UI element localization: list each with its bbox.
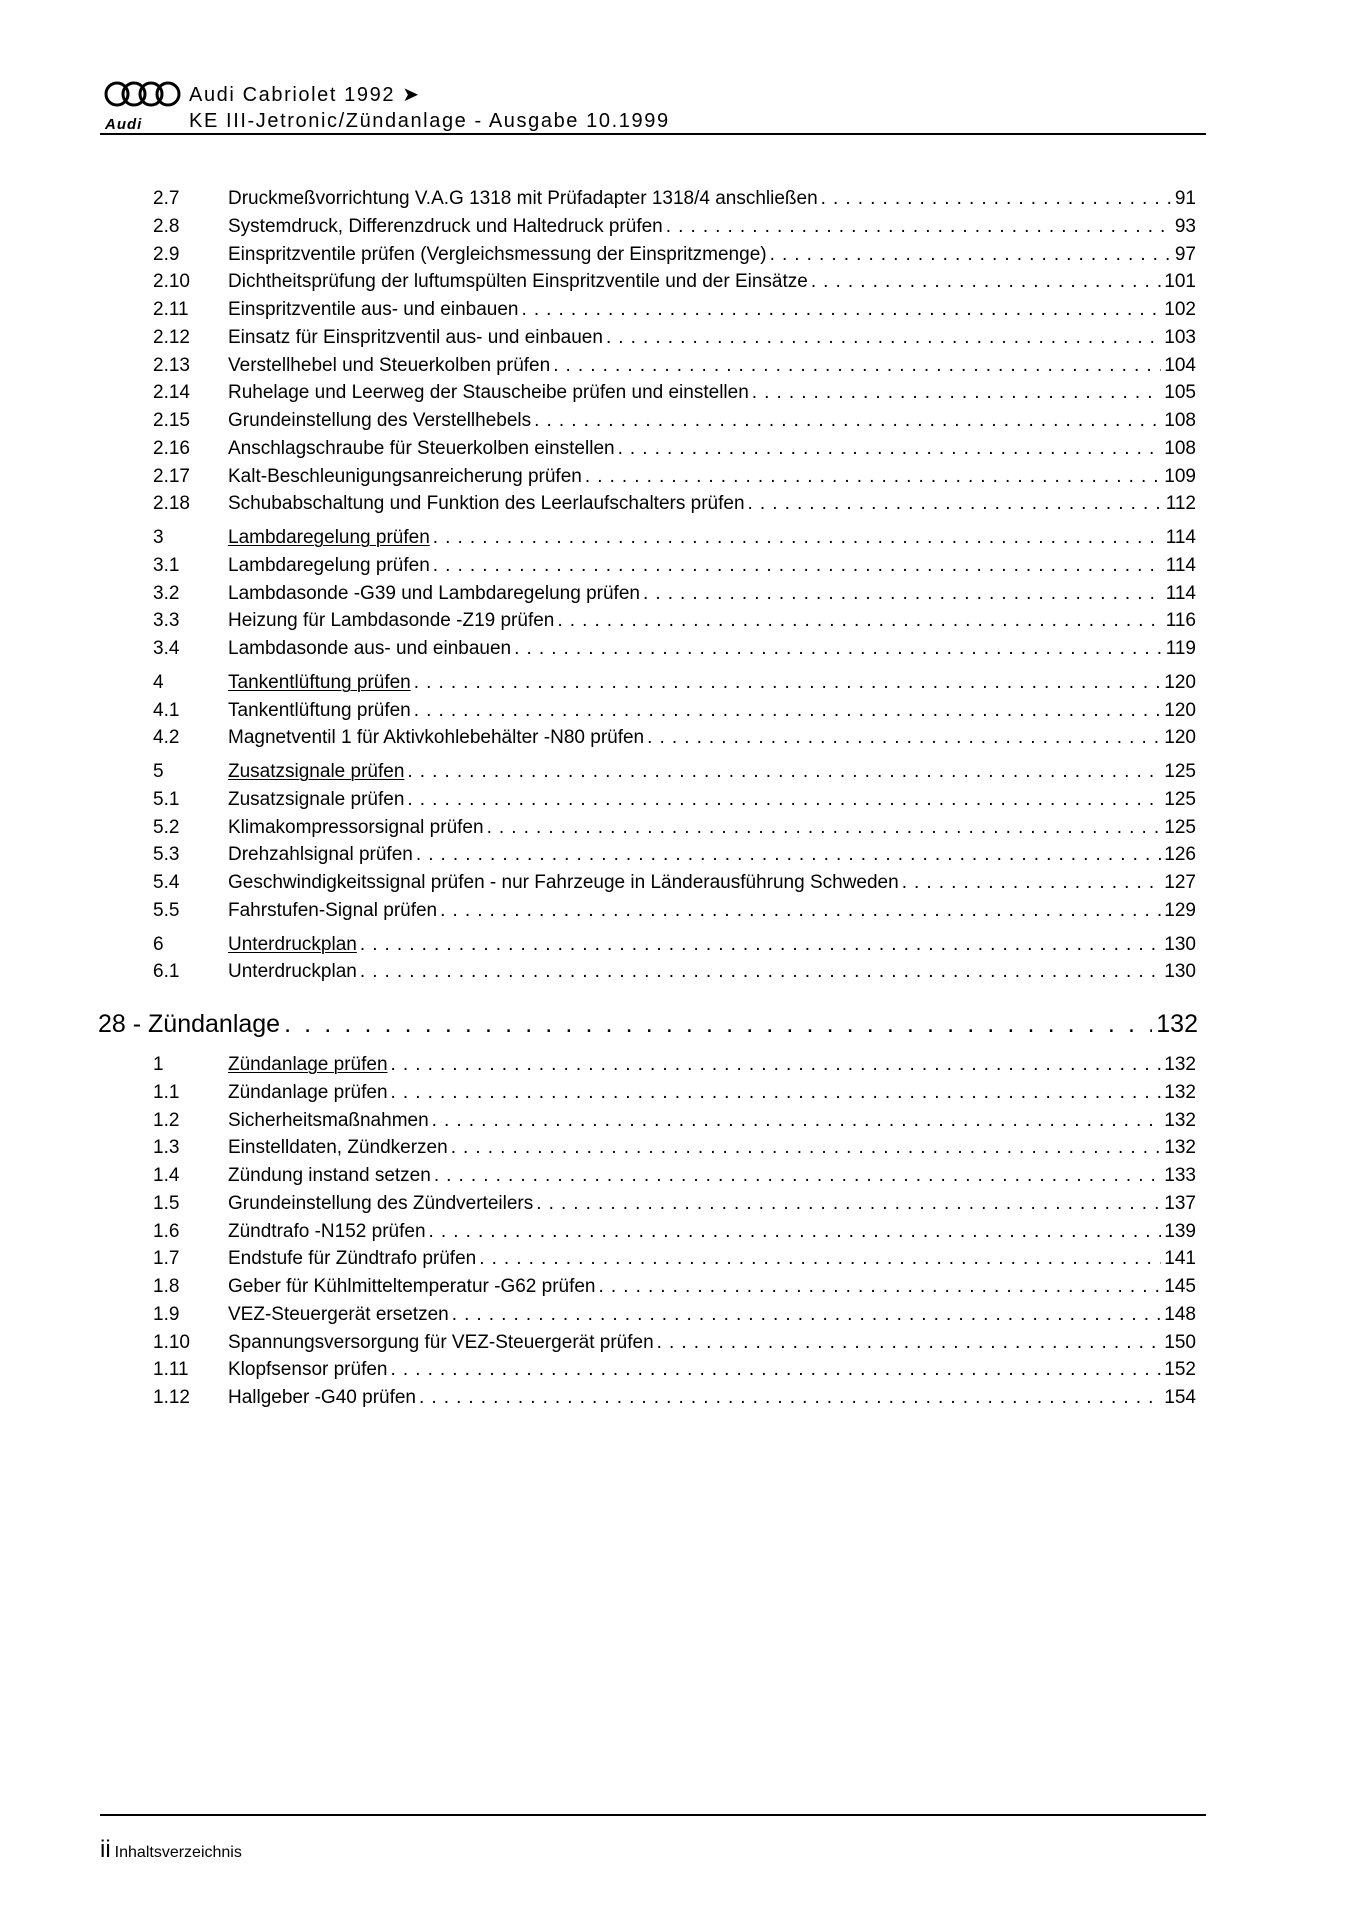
- toc-entry-number: 1.2: [153, 1109, 180, 1131]
- toc-entry-page: 141: [1164, 1248, 1196, 1270]
- dot-leader: [752, 379, 1162, 407]
- toc-entry-page: 112: [1165, 493, 1196, 515]
- toc-entry-title: Tankentlüftung prüfen: [228, 699, 411, 721]
- toc-entry-page: 109: [1164, 465, 1196, 487]
- toc-entry[interactable]: [153, 1079, 1196, 1107]
- toc-entry-page: 101: [1164, 271, 1196, 293]
- toc-entry[interactable]: [153, 324, 1196, 352]
- toc-entry-title: Lambdaregelung prüfen: [228, 527, 430, 548]
- dot-leader: [414, 669, 1162, 697]
- toc-entry-title: Lambdasonde aus- und einbauen: [228, 638, 512, 659]
- toc-entry-number: 1.11: [153, 1359, 189, 1381]
- toc-entry-title: Einspritzventile prüfen (Vergleichsmessung der Einspritzmenge): [228, 243, 767, 265]
- toc-entry-title: Verstellhebel und Steuerkolben prüfen: [228, 354, 551, 376]
- toc-entry-title: Magnetventil 1 für Aktivkohlebehälter -N80 prüfen: [228, 727, 645, 749]
- toc-entry-title: Systemdruck, Differenzdruck und Haltedruck prüfen: [228, 215, 663, 237]
- toc-entry[interactable]: [153, 724, 1196, 752]
- toc-entry[interactable]: [153, 607, 1196, 635]
- toc-entry-title: Grundeinstellung des Zündverteilers: [228, 1192, 534, 1214]
- toc-entry-number: 4.2: [153, 727, 180, 749]
- toc-entry-number: 2.17: [153, 465, 190, 487]
- toc-entry-number: 4.1: [153, 699, 180, 721]
- footer-divider: [100, 1814, 1206, 1816]
- toc-entry-page: 125: [1164, 761, 1196, 782]
- toc-entry-page: 152: [1164, 1359, 1196, 1381]
- toc-entry-title: Druckmeßvorrichtung V.A.G 1318 mit Prüfadapter 1318/4 anschließen: [228, 188, 818, 209]
- toc-entry-number: 3.4: [153, 638, 180, 659]
- toc-entry-number: 2.11: [153, 299, 189, 320]
- toc-entry-number: 2.15: [153, 410, 190, 431]
- dot-leader: [391, 1051, 1162, 1079]
- dot-leader: [407, 758, 1161, 786]
- toc-entry-page: 114: [1165, 582, 1196, 604]
- toc-entry-page: 108: [1164, 437, 1196, 459]
- toc-entry[interactable]: [153, 463, 1196, 491]
- dot-leader: [284, 1007, 1152, 1041]
- toc-entry-page: 97: [1174, 243, 1196, 265]
- toc-entry-title: Unterdruckplan: [228, 961, 357, 983]
- toc-entry-title: Einspritzventile aus- und einbauen: [228, 299, 519, 320]
- toc-entry-page: 108: [1164, 410, 1196, 431]
- toc-entry-title: Einsatz für Einspritzventil aus- und einbauen: [228, 326, 603, 348]
- dot-leader: [534, 407, 1161, 435]
- dot-leader: [770, 241, 1172, 269]
- toc-entry[interactable]: [153, 379, 1196, 407]
- toc-entry-number: 6.1: [153, 961, 180, 983]
- toc-entry-title: Tankentlüftung prüfen: [228, 671, 411, 693]
- toc-entry-number: 2.18: [153, 493, 190, 515]
- toc-entry-page: 132: [1164, 1081, 1196, 1103]
- toc-entry[interactable]: [153, 435, 1196, 463]
- toc-entry[interactable]: [153, 786, 1196, 814]
- toc-entry-title: Geber für Kühlmitteltemperatur -G62 prüfen: [228, 1276, 596, 1297]
- dot-leader: [416, 841, 1161, 869]
- dot-leader: [902, 869, 1162, 897]
- toc-entry-number: 1.6: [153, 1220, 180, 1242]
- toc-entry-title: Grundeinstellung des Verstellhebels: [228, 410, 532, 431]
- toc-entry-page: 105: [1164, 382, 1196, 404]
- toc-entry-title: Spannungsversorgung für VEZ-Steuergerät prüfen: [228, 1331, 654, 1353]
- toc-entry-number: 2.14: [153, 382, 190, 404]
- toc-entry-title: Lambdasonde -G39 und Lambdaregelung prüfen: [228, 582, 640, 604]
- toc-entry-number: 2.12: [153, 326, 190, 348]
- dot-leader: [536, 1190, 1161, 1218]
- toc-entry-number: 6: [153, 933, 164, 955]
- toc-entry-page: 126: [1164, 844, 1196, 866]
- toc-entry[interactable]: [153, 352, 1196, 380]
- toc-entry-title: Ruhelage und Leerweg der Stauscheibe prüfen und einstellen: [228, 382, 749, 404]
- dot-leader: [479, 1245, 1161, 1273]
- dot-leader: [419, 1384, 1161, 1412]
- dot-leader: [821, 185, 1172, 213]
- toc-entry[interactable]: [153, 1218, 1196, 1246]
- toc-entry-number: 5.3: [153, 844, 180, 866]
- dot-leader: [360, 958, 1161, 986]
- toc-entry-title: Dichtheitsprüfung der luftumspülten Einspritzventile und der Einsätze: [228, 271, 808, 293]
- dot-leader: [452, 1301, 1162, 1329]
- toc-entry[interactable]: [153, 1273, 1196, 1301]
- toc-entry-title: Lambdaregelung prüfen: [228, 554, 430, 576]
- toc-section-entry[interactable]: [153, 931, 1196, 959]
- dot-leader: [553, 352, 1161, 380]
- dot-leader: [407, 786, 1161, 814]
- toc-entry-page: 114: [1165, 554, 1196, 576]
- toc-entry-title: Heizung für Lambdasonde -Z19 prüfen: [228, 610, 555, 632]
- toc-section-entry[interactable]: [153, 758, 1196, 786]
- toc-entry-title: Zündtrafo -N152 prüfen: [228, 1220, 426, 1242]
- toc-entry-title: Unterdruckplan: [228, 933, 357, 955]
- toc-entry-number: 4: [153, 671, 164, 693]
- toc-entry-number: 2.16: [153, 437, 190, 459]
- toc-entry-title: Anschlagschraube für Steuerkolben einstellen: [228, 437, 615, 459]
- header-subtitle: KE III-Jetronic/Zündanlage - Ausgabe 10.1999: [189, 110, 670, 132]
- toc-entry-page: 132: [1164, 1109, 1196, 1131]
- toc-entry-page: 104: [1164, 354, 1196, 376]
- toc-entry-number: 5: [153, 761, 164, 782]
- toc-entry-title: Fahrstufen-Signal prüfen: [228, 899, 438, 921]
- page-header: [103, 76, 1208, 136]
- chapter-page: 132: [1156, 1010, 1198, 1038]
- toc-entry[interactable]: [153, 1190, 1196, 1218]
- toc-entry-page: 120: [1164, 671, 1196, 693]
- toc-entry[interactable]: [153, 635, 1196, 663]
- toc-section-2: [153, 1045, 1196, 1412]
- toc-entry-title: Klopfsensor prüfen: [228, 1359, 388, 1381]
- toc-entry-page: 93: [1174, 215, 1196, 237]
- dot-leader: [643, 580, 1163, 608]
- toc-entry[interactable]: [153, 1384, 1196, 1412]
- toc-entry-page: 130: [1164, 961, 1196, 983]
- toc-entry-number: 1.3: [153, 1137, 180, 1159]
- toc-entry-page: 133: [1164, 1165, 1196, 1186]
- dot-leader: [429, 1218, 1162, 1246]
- toc-entry-title: Zündanlage prüfen: [228, 1054, 388, 1075]
- toc-entry-page: 114: [1165, 527, 1196, 548]
- toc-entry-title: Geschwindigkeitssignal prüfen - nur Fahrzeuge in Länderausführung Schweden: [228, 872, 899, 893]
- toc-entry-title: Endstufe für Zündtrafo prüfen: [228, 1248, 477, 1270]
- dot-leader: [585, 463, 1161, 491]
- toc-chapter-entry[interactable]: [98, 1007, 1198, 1041]
- toc-entry-number: 1.9: [153, 1303, 180, 1325]
- dot-leader: [647, 724, 1161, 752]
- toc-entry-page: 120: [1164, 727, 1196, 749]
- toc-entry-page: 119: [1165, 638, 1196, 659]
- dot-leader: [657, 1329, 1162, 1357]
- toc-entry-title: Sicherheitsmaßnahmen: [228, 1109, 429, 1131]
- dot-leader: [811, 268, 1161, 296]
- toc-entry[interactable]: [153, 580, 1196, 608]
- toc-entry[interactable]: [153, 1107, 1196, 1135]
- toc-entry-number: 2.13: [153, 354, 190, 376]
- toc-section-entry[interactable]: [153, 1051, 1196, 1079]
- toc-entry-page: 102: [1164, 299, 1196, 320]
- header-title: Audi Cabriolet 1992 ➤: [189, 84, 421, 106]
- toc-entry-page: 137: [1164, 1192, 1196, 1214]
- dot-leader: [451, 1134, 1162, 1162]
- dot-leader: [557, 607, 1162, 635]
- header-divider: [100, 133, 1206, 135]
- toc-entry-number: 2.9: [153, 243, 180, 265]
- toc-section-entry[interactable]: [153, 669, 1196, 697]
- toc-entry-title: Kalt-Beschleunigungsanreicherung prüfen: [228, 465, 582, 487]
- dot-leader: [434, 1162, 1161, 1190]
- toc-entry[interactable]: [153, 490, 1196, 518]
- toc-section-1: [153, 185, 1196, 986]
- toc-entry[interactable]: [153, 841, 1196, 869]
- dot-leader: [487, 814, 1162, 842]
- toc-entry[interactable]: [153, 296, 1196, 324]
- toc-entry-page: 150: [1164, 1331, 1196, 1353]
- toc-entry-number: 1.10: [153, 1331, 190, 1353]
- toc-entry-number: 2.7: [153, 188, 180, 209]
- toc-entry[interactable]: [153, 897, 1196, 925]
- toc-entry[interactable]: [153, 814, 1196, 842]
- dot-leader: [432, 1107, 1162, 1135]
- toc-entry-number: 1.12: [153, 1387, 190, 1408]
- dot-leader: [599, 1273, 1162, 1301]
- dot-leader: [433, 524, 1163, 552]
- toc-entry[interactable]: [153, 552, 1196, 580]
- page-footer: [100, 1836, 242, 1864]
- toc-entry-title: Zündung instand setzen: [228, 1165, 431, 1186]
- dot-leader: [440, 897, 1161, 925]
- toc-entry[interactable]: [153, 869, 1196, 897]
- toc-entry-page: 132: [1164, 1054, 1196, 1075]
- toc-entry[interactable]: [153, 1245, 1196, 1273]
- toc-entry[interactable]: [153, 1356, 1196, 1384]
- chapter-title: 28 - Zündanlage: [98, 1010, 281, 1038]
- toc-entry[interactable]: [153, 241, 1196, 269]
- toc-entry[interactable]: [153, 1329, 1196, 1357]
- dot-leader: [748, 490, 1163, 518]
- dot-leader: [391, 1356, 1162, 1384]
- toc-entry-page: 129: [1164, 899, 1196, 921]
- toc-entry-page: 148: [1164, 1303, 1196, 1325]
- toc-entry-page: 130: [1164, 933, 1196, 955]
- toc-entry-number: 5.5: [153, 899, 180, 921]
- toc-entry-number: 1.8: [153, 1276, 180, 1297]
- toc-entry[interactable]: [153, 1162, 1196, 1190]
- toc-entry-number: 2.8: [153, 215, 180, 237]
- toc-entry-page: 127: [1164, 872, 1196, 893]
- dot-leader: [666, 213, 1172, 241]
- dot-leader: [391, 1079, 1162, 1107]
- toc-section-entry[interactable]: [153, 524, 1196, 552]
- toc-entry-number: 2.10: [153, 271, 190, 293]
- toc-entry[interactable]: [153, 407, 1196, 435]
- toc-entry-title: VEZ-Steuergerät ersetzen: [228, 1303, 449, 1325]
- dot-leader: [414, 697, 1162, 725]
- toc-entry-number: 1.7: [153, 1248, 180, 1270]
- toc-entry-number: 5.2: [153, 816, 180, 838]
- dot-leader: [514, 635, 1163, 663]
- toc-entry-number: 1.5: [153, 1192, 180, 1214]
- toc-entry-page: 91: [1174, 188, 1196, 209]
- toc-entry-title: Hallgeber -G40 prüfen: [228, 1387, 416, 1408]
- toc-entry-title: Schubabschaltung und Funktion des Leerlaufschalters prüfen: [228, 493, 745, 515]
- toc-entry[interactable]: [153, 185, 1196, 213]
- toc-entry[interactable]: [153, 268, 1196, 296]
- dot-leader: [606, 324, 1161, 352]
- toc-entry-page: 139: [1164, 1220, 1196, 1242]
- toc-entry-page: 145: [1164, 1276, 1196, 1297]
- toc-entry-page: 120: [1164, 699, 1196, 721]
- toc-entry-number: 3.2: [153, 582, 180, 604]
- toc-entry-page: 125: [1164, 816, 1196, 838]
- toc-entry-page: 103: [1164, 326, 1196, 348]
- dot-leader: [360, 931, 1161, 959]
- toc-entry-title: Zündanlage prüfen: [228, 1081, 388, 1103]
- toc-entry-number: 1.1: [153, 1081, 180, 1103]
- footer-page-number: ii: [100, 1836, 111, 1863]
- toc-entry[interactable]: [153, 1134, 1196, 1162]
- toc-entry-number: 1.4: [153, 1165, 180, 1186]
- dot-leader: [521, 296, 1161, 324]
- toc-entry-number: 1: [153, 1054, 164, 1075]
- toc-entry[interactable]: [153, 213, 1196, 241]
- dot-leader: [433, 552, 1163, 580]
- toc-entry-number: 3.1: [153, 554, 180, 576]
- toc-entry-number: 3: [153, 527, 164, 548]
- toc-entry[interactable]: [153, 697, 1196, 725]
- toc-entry-number: 5.1: [153, 788, 180, 810]
- footer-label: Inhaltsverzeichnis: [114, 1844, 242, 1861]
- toc-entry[interactable]: [153, 1301, 1196, 1329]
- toc-entry-title: Zusatzsignale prüfen: [228, 788, 405, 810]
- dot-leader: [618, 435, 1162, 463]
- toc-entry-title: Zusatzsignale prüfen: [228, 761, 405, 782]
- toc-entry-page: 116: [1165, 610, 1196, 632]
- toc-entry-number: 3.3: [153, 610, 180, 632]
- toc-entry-page: 132: [1164, 1137, 1196, 1159]
- toc-entry-page: 154: [1164, 1387, 1196, 1408]
- toc-entry-title: Klimakompressorsignal prüfen: [228, 816, 484, 838]
- toc-entry-page: 125: [1164, 788, 1196, 810]
- toc-entry[interactable]: [153, 958, 1196, 986]
- toc-entry-title: Einstelldaten, Zündkerzen: [228, 1137, 448, 1159]
- toc-entry-title: Drehzahlsignal prüfen: [228, 844, 413, 866]
- audi-wordmark: Audi: [105, 116, 143, 133]
- toc-entry-number: 5.4: [153, 872, 180, 893]
